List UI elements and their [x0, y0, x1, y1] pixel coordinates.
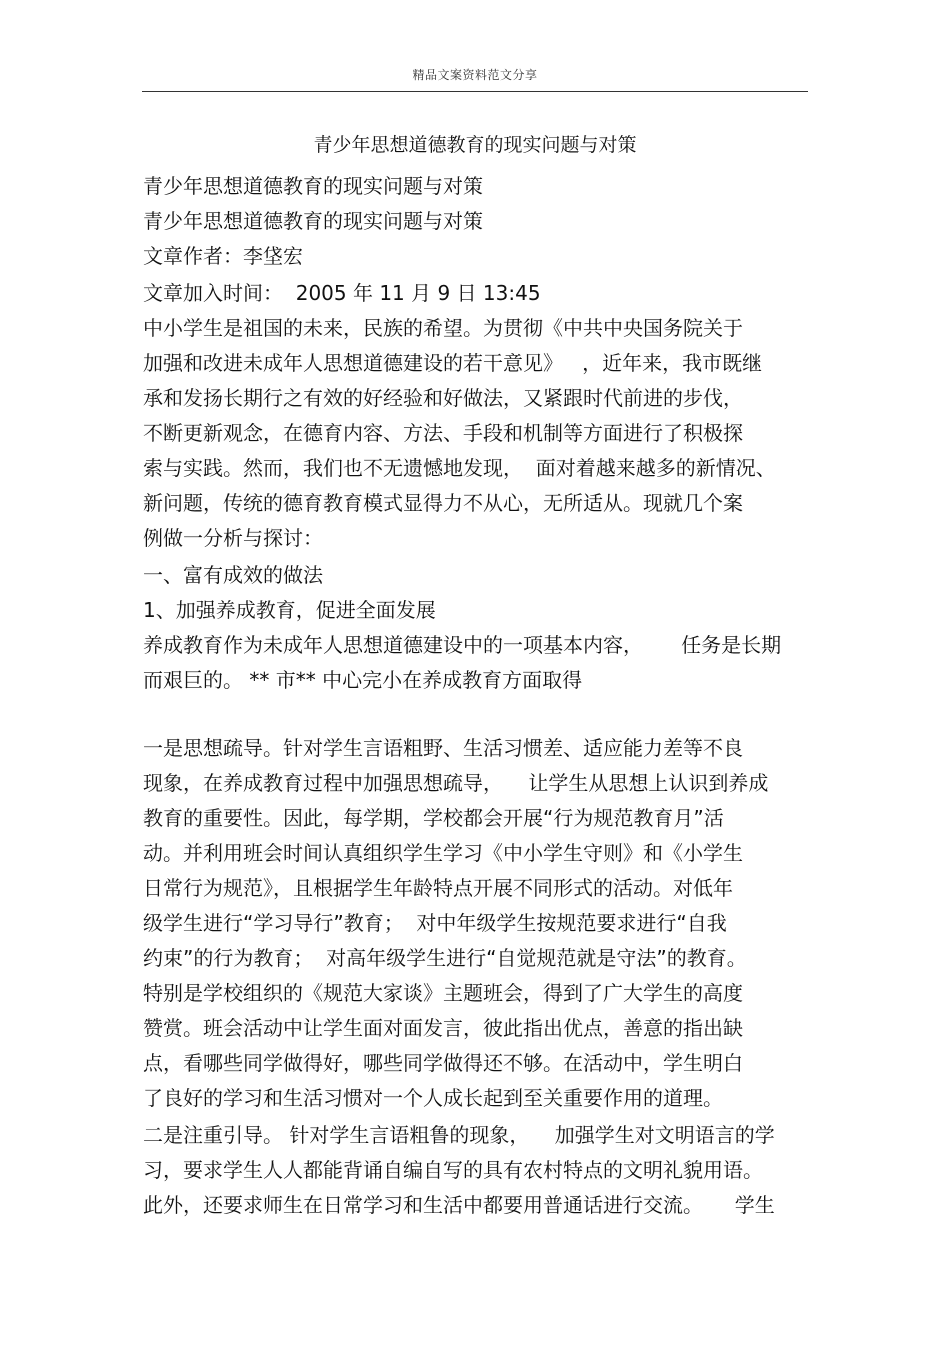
- paragraph-line: 中小学生是祖国的未来，民族的希望。为贯彻《中共中央国务院关于: [143, 316, 743, 340]
- paragraph-line: 二是注重引导。 针对学生言语粗鲁的现象， 加强学生对文明语言的学: [143, 1123, 775, 1147]
- header-text: 精品文案资料范文分享: [412, 68, 538, 82]
- header-divider: [142, 91, 808, 92]
- author-line: 文章作者：李垡宏: [143, 244, 303, 268]
- text-line: 青少年思想道德教育的现实问题与对策: [143, 174, 483, 198]
- paragraph-line: 特别是学校组织的《规范大家谈》主题班会，得到了广大学生的高度: [143, 981, 743, 1005]
- paragraph-line: 习，要求学生人人都能背诵自编自写的具有农村特点的文明礼貌用语。: [143, 1158, 763, 1182]
- paragraph-line: 不断更新观念，在德育内容、方法、手段和机制等方面进行了积极探: [143, 421, 743, 445]
- paragraph-line: 动。并利用班会时间认真组织学生学习《中小学生守则》和《小学生: [143, 841, 743, 865]
- paragraph-line: 教育的重要性。因此，每学期，学校都会开展“行为规范教育月”活: [143, 806, 724, 830]
- paragraph-line: 承和发扬长期行之有效的好经验和好做法，又紧跟时代前进的步伐，: [143, 386, 743, 410]
- text-line: 青少年思想道德教育的现实问题与对策: [143, 209, 483, 233]
- paragraph-line: 点，看哪些同学做得好，哪些同学做得还不够。在活动中，学生明白: [143, 1051, 743, 1075]
- paragraph-line: 约束”的行为教育； 对高年级学生进行“自觉规范就是守法”的教育。: [143, 946, 747, 970]
- paragraph-line: 养成教育作为未成年人思想道德建设中的一项基本内容， 任务是长期: [143, 633, 782, 657]
- section-heading: 一、富有成效的做法: [143, 563, 323, 587]
- paragraph-line: 一是思想疏导。针对学生言语粗野、生活习惯差、适应能力差等不良: [143, 736, 743, 760]
- paragraph-line: 此外，还要求师生在日常学习和生活中都要用普通话进行交流。 学生: [143, 1193, 775, 1217]
- date-line: 文章加入时间： 2005 年 11 月 9 日 13:45: [143, 281, 541, 305]
- paragraph-line: 级学生进行“学习导行”教育； 对中年级学生按规范要求进行“自我: [143, 911, 727, 935]
- paragraph-line: 而艰巨的。 ** 市** 中心完小在养成教育方面取得: [143, 668, 583, 692]
- paragraph-line: 赞赏。班会活动中让学生面对面发言，彼此指出优点，善意的指出缺: [143, 1016, 743, 1040]
- paragraph-line: 现象，在养成教育过程中加强思想疏导， 让学生从思想上认识到养成: [143, 771, 769, 795]
- paragraph-line: 索与实践。然而，我们也不无遗憾地发现， 面对着越来越多的新情况、: [143, 456, 776, 480]
- paragraph-line: 日常行为规范》，且根据学生年龄特点开展不同形式的活动。对低年: [143, 876, 733, 900]
- paragraph-line: 例做一分析与探讨：: [143, 526, 323, 550]
- paragraph-line: 新问题，传统的德育教育模式显得力不从心，无所适从。现就几个案: [143, 491, 743, 515]
- subsection-heading: 1、加强养成教育，促进全面发展: [143, 598, 436, 622]
- paragraph-line: 加强和改进未成年人思想道德建设的若干意见》 ，近年来，我市既继: [143, 351, 763, 375]
- document-title: 青少年思想道德教育的现实问题与对策: [313, 134, 637, 156]
- paragraph-line: 了良好的学习和生活习惯对一个人成长起到至关重要作用的道理。: [143, 1086, 723, 1110]
